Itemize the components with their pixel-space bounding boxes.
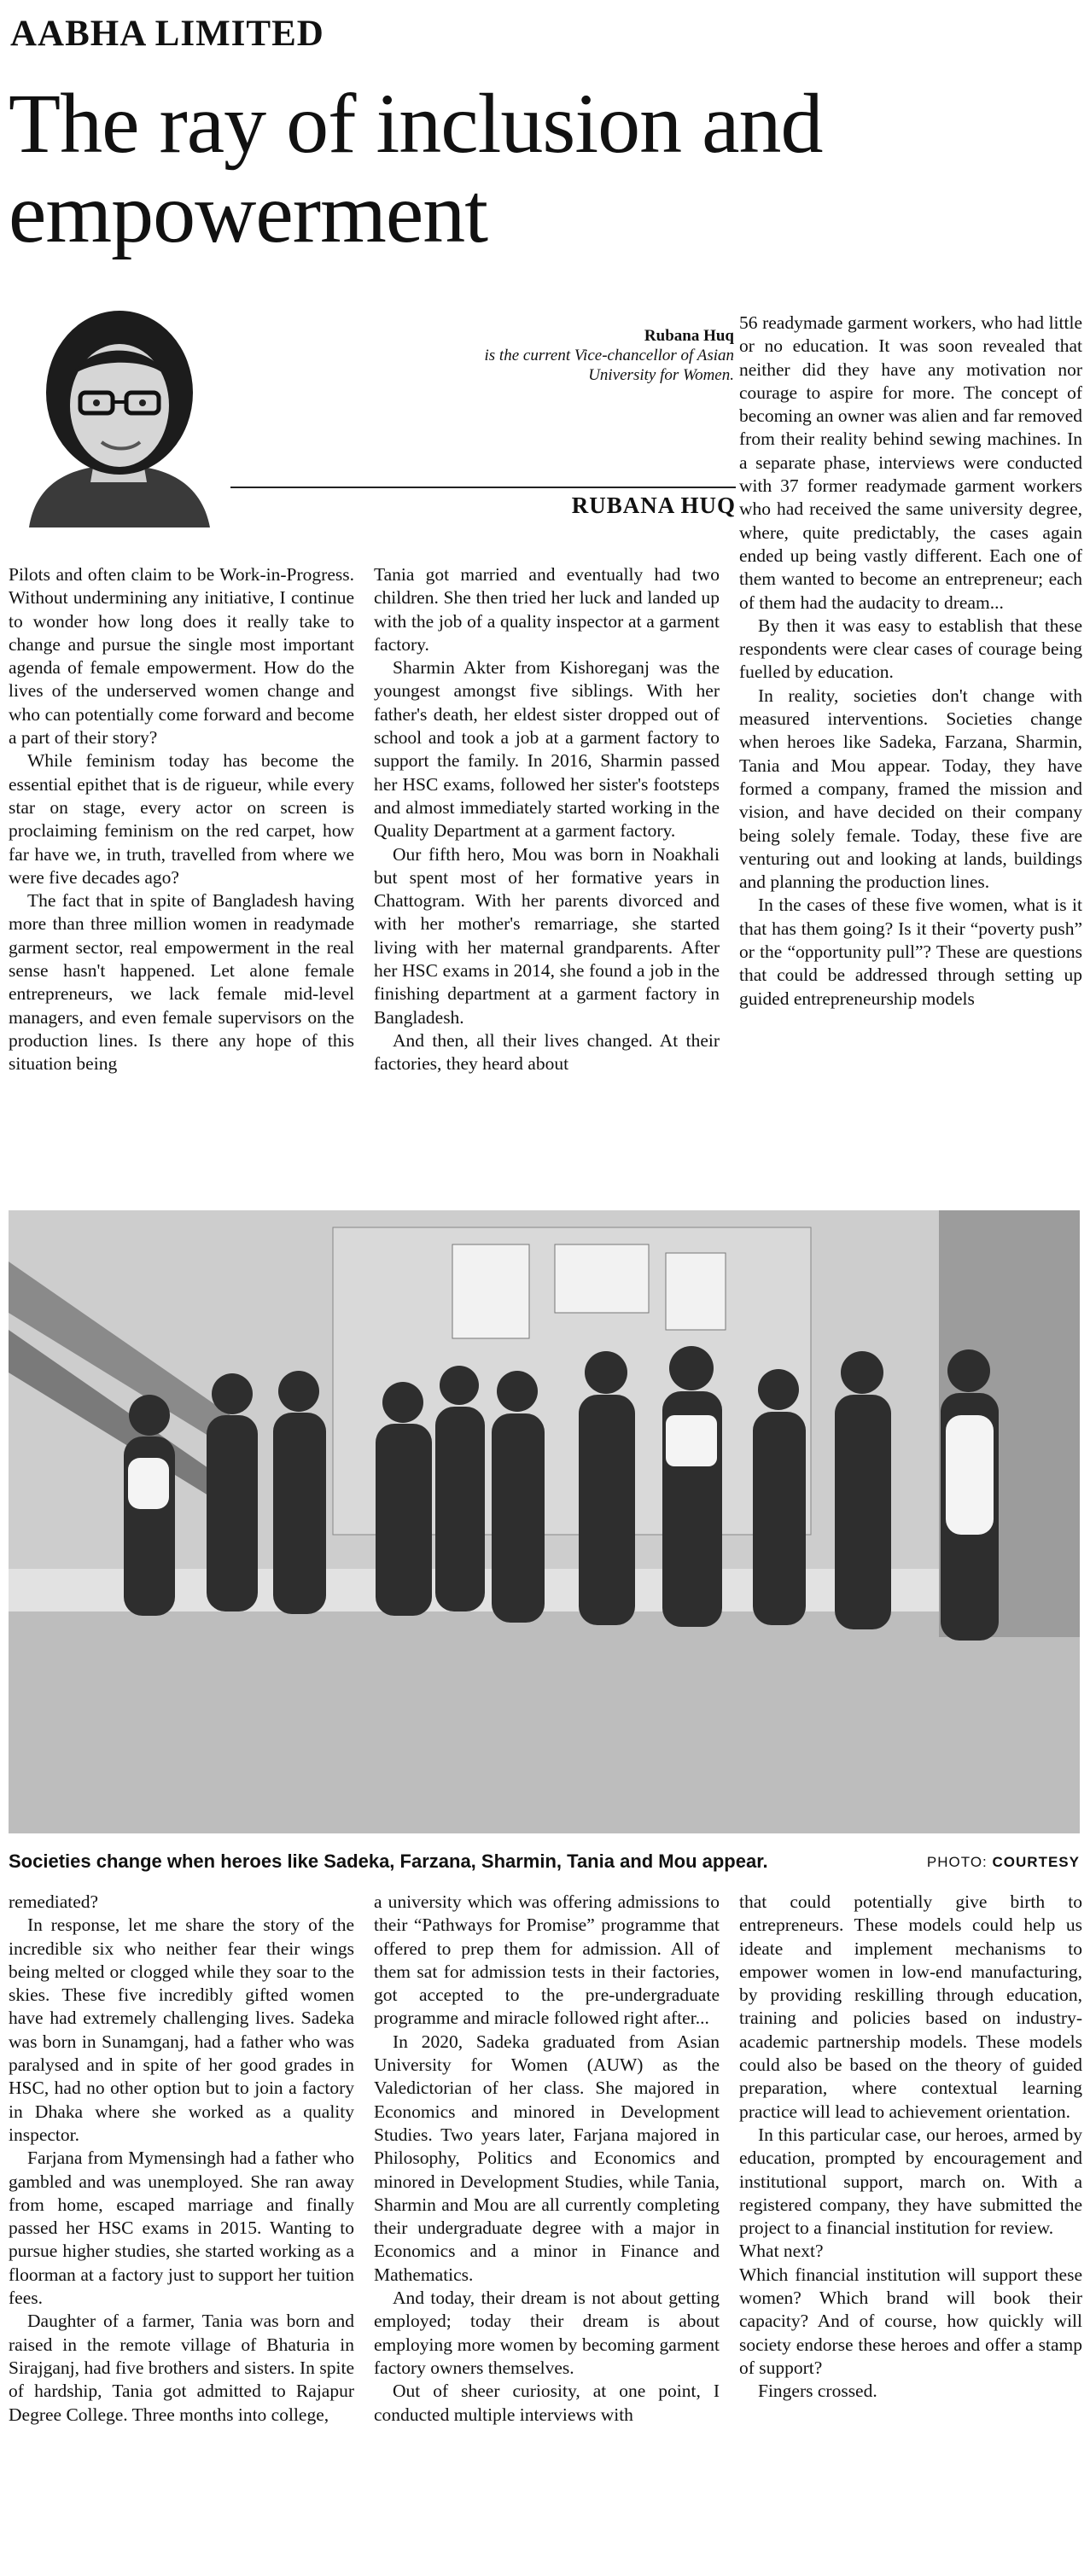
paragraph: In 2020, Sadeka graduated from Asian University for Women (AUW) as the Valedictorian of her class. She majored in Economics and minored in Development Studies. Two years later, Farjana majored in Philosophy, Politics and Economics and minored in Development Studies, while Tania, Sharmin and Mou are all currently completing their undergraduate degree with a major in Economics and a minor in Finance and Mathematics. <box>374 2031 720 2285</box>
paragraph: While feminism today has become the essential epithet that is de rigueur, while every star on stage, every actor on screen is proclaiming feminism on the red carpet, how far have we, in truth, travelled from where we were five decades ago? <box>9 750 354 888</box>
paragraph: Fingers crossed. <box>758 2381 877 2402</box>
paragraph: that could potentially give birth to entrepreneurs. These models could help us ideate and implement mechanisms to empower women in low-end manufacturing, by providing reskilling through education, training and policies based on industry-academic partnership models. These models could also be based on the theory of guided preparation, where contextual learning practice will lead to achievement orientation. <box>739 1891 1082 2122</box>
author-portrait <box>12 290 225 527</box>
lower-column-3 <box>739 1891 1082 2569</box>
author-bio <box>478 326 734 386</box>
byline-rule <box>230 487 736 488</box>
photo-caption: Societies change when heroes like Sadeka, Farzana, Sharmin, Tania and Mou appear. <box>9 1850 768 1872</box>
paragraph: Which financial institution will support these women? Which brand will book their capacity? And of course, how quickly will society endorse these heroes and offer a stamp of support? <box>739 2264 1082 2378</box>
upper-column-2 <box>374 563 720 1195</box>
paragraph: Daughter of a farmer, Tania was born and raised in the remote village of Bhaturia in Sirajganj, had five brothers and sisters. In spite of hardship, Tania got admitted to Rajapur Degree College. Three months into college, <box>9 2311 354 2425</box>
paragraph: remediated? <box>9 1891 99 1912</box>
headline: The ray of inclusion and empowerment <box>9 76 823 260</box>
paragraph: 56 readymade garment workers, who had little or no education. It was soon revealed that neither did they have any motivation nor courage to aspire for more. The concept of becoming an owner was alien and far removed from their reality behind sewing machines. In a separate phase, interviews were conducted with 37 former readymade garment workers who had received the same university degree, where, quite predictably, the cases again ended up being vastly different. Each one of them wanted to become an entrepreneur; each of them had the audacity to dream... <box>739 312 1082 613</box>
byline: RUBANA HUQ <box>571 492 736 518</box>
paragraph: And then, all their lives changed. At their factories, they heard about <box>374 1029 720 1075</box>
paragraph: a university which was offering admissions to their “Pathways for Promise” programme that offered to prep them for admission. All of them sat for admission tests in their factories, got accepted to the pre-undergraduate programme and miracle followed right after... <box>374 1891 720 2029</box>
paragraph: The fact that in spite of Bangladesh having more than three million women in readymade garment sector, real empowerment in the real sense hasn't happened. Let alone female entrepreneurs, we lack female mid-level managers, and even female supervisors on the production lines. Is there any hope of this situation being <box>9 890 354 1075</box>
lower-column-1 <box>9 1891 354 2569</box>
author-bio-name: Rubana Huq <box>644 327 734 345</box>
paragraph: In the cases of these five women, what is it that has them going? Is it their “poverty push” or the “opportunity pull”? These are questions that could be addressed through setting up guided entrepreneurship models <box>739 895 1082 1009</box>
paragraph: Pilots and often claim to be Work-in-Progress. Without undermining any initiative, I continue to wonder how long does it really take to change and pursue the single most important agenda of female empowerment. How do the lives of the underserved women change and who can potentially come forward and become a part of their story? <box>9 564 354 749</box>
photo-credit-label: PHOTO: <box>926 1854 988 1870</box>
group-photo <box>9 1210 1080 1833</box>
lower-column-2 <box>374 1891 720 2569</box>
paragraph: And today, their dream is not about getting employed; today their dream is about employing more women by becoming garment factory owners themselves. <box>374 2288 720 2378</box>
paragraph: What next? <box>739 2241 824 2262</box>
paragraph: Tania got married and eventually had two children. She then tried her luck and landed up with the job of a quality inspector at a garment factory. <box>374 564 720 655</box>
paragraph: Out of sheer curiosity, at one point, I conducted multiple interviews with <box>374 2381 720 2425</box>
paragraph: Our fifth hero, Mou was born in Noakhali but spent most of her formative years in Chattogram. With her parents divorced and with her mother's remarriage, she started living with her maternal grandparents. After her HSC exams in 2014, she found a job in the finishing department at a garment factory in Bangladesh. <box>374 843 720 1028</box>
paragraph: Sharmin Akter from Kishoreganj was the youngest amongst five siblings. With her father's death, her eldest sister dropped out of school and took a job at a garment factory to support the family. In 2016, Sharmin passed her HSC exams, followed her sister's footsteps and almost immediately started working in the Quality Department at a garment factory. <box>374 657 720 842</box>
paragraph: In response, let me share the story of the incredible six who neither fear their wings being melted or clogged while they soar to the skies. These five incredibly gifted women have had extremely challenging lives. Sadeka was born in Sunamganj, had a father who was paralysed and in spite of her good grades in HSC, had no other option but to join a factory in Dhaka where she worked as a quality inspector. <box>9 1915 354 2145</box>
section-kicker: AABHA LIMITED <box>10 14 324 54</box>
upper-column-1 <box>9 563 354 1195</box>
photo-credit <box>927 1854 1080 1871</box>
paragraph: In this particular case, our heroes, armed by education, prompted by encouragement and institutional support, march on. With a registered company, they have submitted the project to a financial institution for review. <box>739 2124 1082 2239</box>
paragraph: In reality, societies don't change with measured interventions. Societies change when heroes like Sadeka, Farzana, Sharmin, Tania and Mou appear. Today, they have formed a company, framed the mission and vision, and have decided on their company being solely female. Today, these five are venturing out and looking at lands, buildings and planning the production lines. <box>739 685 1082 893</box>
photo-credit-value: COURTESY <box>992 1854 1080 1870</box>
author-bio-text: is the current Vice-chancellor of Asian University for Women. <box>484 347 734 385</box>
paragraph: By then it was easy to establish that these respondents were clear cases of courage being fuelled by education. <box>739 615 1082 683</box>
paragraph: Farjana from Mymensingh had a father who gambled and was unemployed. She ran away from home, escaped marriage and finally passed her HSC exams in 2015. Wanting to pursue higher studies, she started working as a floorman at a factory just to support her tuition fees. <box>9 2148 354 2309</box>
upper-column-3 <box>739 312 1082 1195</box>
